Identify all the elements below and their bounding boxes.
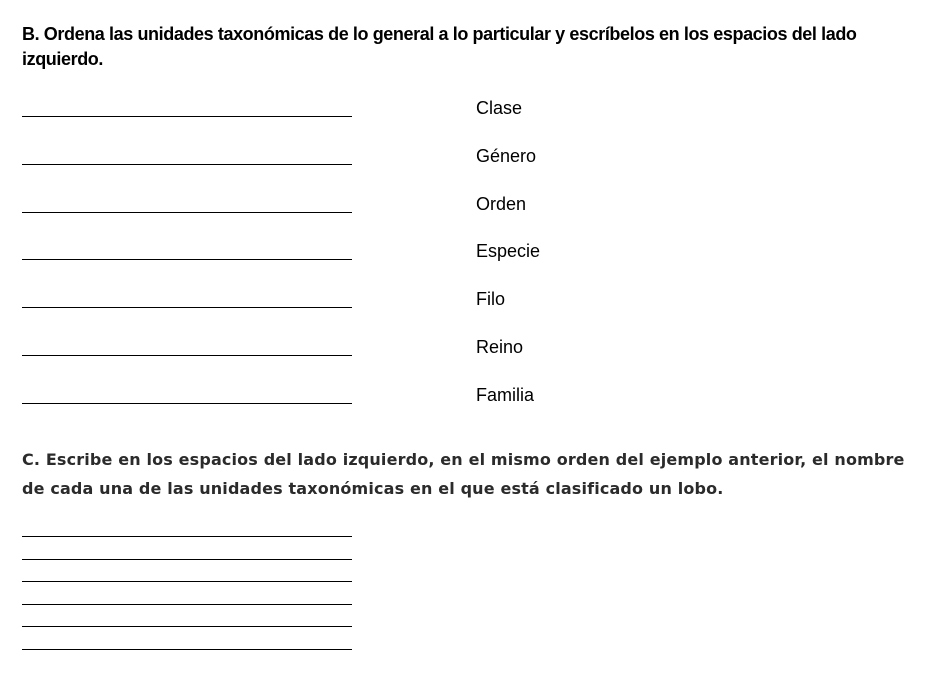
taxonomy-term: Especie [476, 241, 541, 262]
taxonomy-term: Género [476, 145, 537, 166]
answer-blank-line[interactable] [22, 307, 352, 308]
answer-blank-line[interactable] [22, 626, 352, 627]
answer-blank-line[interactable] [22, 259, 352, 260]
taxonomy-term: Reino [476, 336, 524, 357]
taxonomy-term: Familia [476, 384, 535, 405]
taxonomy-terms-list [22, 94, 622, 429]
taxonomy-term: Clase [476, 98, 523, 118]
term-row [22, 285, 622, 333]
answer-blank-line[interactable] [22, 116, 352, 117]
answer-blank-line[interactable] [22, 536, 352, 537]
answer-blank-line[interactable] [22, 212, 352, 213]
term-row [22, 381, 622, 429]
term-row [22, 190, 622, 238]
answer-blank-line[interactable] [22, 604, 352, 605]
answer-blank-line[interactable] [22, 649, 352, 650]
section-c-instructions: C. Escribe en los espacios del lado izquierdo, en el mismo orden del ejemplo anterior, el nombre de cada una de las unidades taxonómicas en el que está clasificado un lobo. [22, 450, 905, 498]
answer-blank-line[interactable] [22, 403, 352, 404]
term-row [22, 142, 622, 190]
taxonomy-term: Filo [476, 289, 506, 310]
answer-blank-line[interactable] [22, 164, 352, 165]
answer-blank-line[interactable] [22, 559, 352, 560]
taxonomy-term: Orden [476, 193, 527, 214]
answer-blank-line[interactable] [22, 355, 352, 356]
term-row [22, 333, 622, 381]
wolf-classification-answer-lines [22, 536, 354, 671]
section-b-instructions: B. Ordena las unidades taxonómicas de lo general a lo particular y escríbelos en los espacios del lado izquierdo. [22, 24, 857, 69]
term-row [22, 94, 622, 142]
answer-blank-line[interactable] [22, 581, 352, 582]
term-row [22, 237, 622, 285]
